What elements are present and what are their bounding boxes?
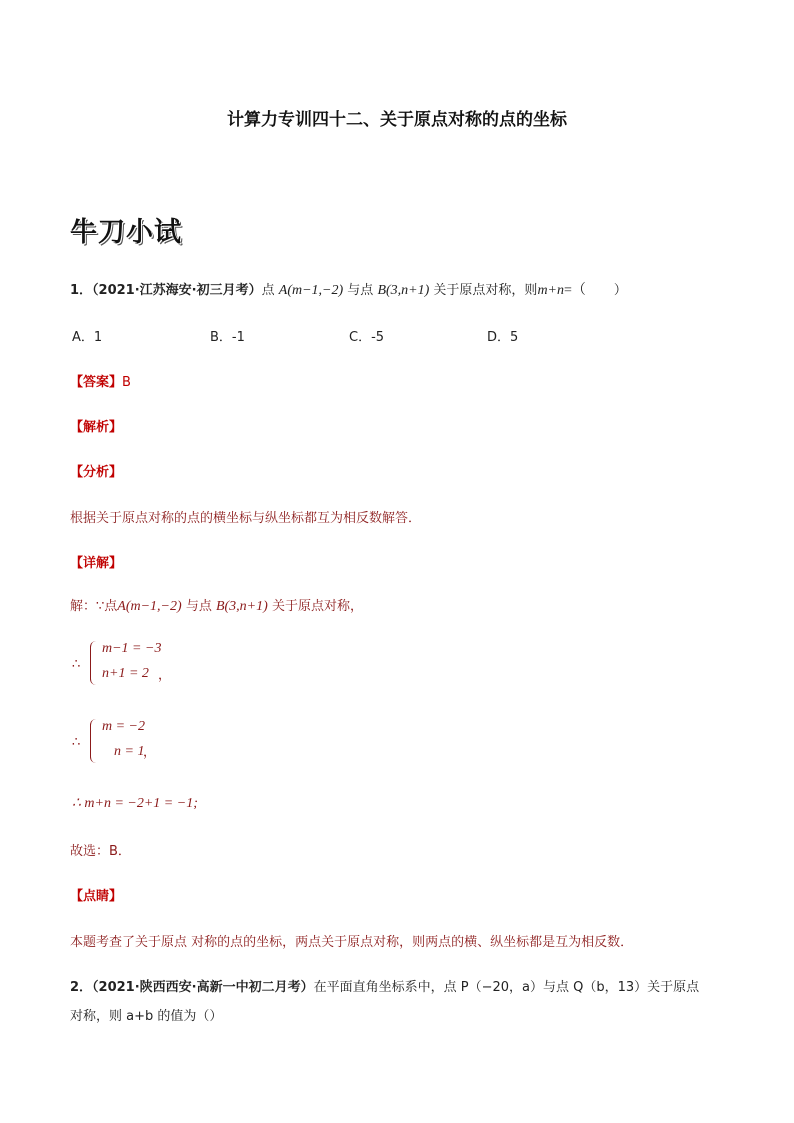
left-brace — [90, 719, 99, 763]
point-a: A(m−1,−2) — [117, 599, 182, 614]
question-2 — [70, 976, 699, 995]
question-text: 点 — [261, 283, 275, 298]
dianjing-label: 【点睛】 — [70, 889, 123, 904]
question-text: ） — [613, 283, 627, 298]
page-title: 计算力专训四十二、关于原点对称的点的坐标 — [227, 110, 567, 130]
therefore-symbol: ∴ — [72, 657, 81, 672]
question-source: （2021·陕西西安·高新一中初二月考） — [92, 980, 314, 995]
detail-label: 【详解】 — [70, 556, 123, 571]
point-a: A(m−1,−2) — [278, 283, 344, 298]
point-b: B(3,n+1) — [377, 283, 430, 298]
question-text: 与点 — [347, 283, 374, 298]
system-1-line-1: m−1 = −3 — [102, 641, 162, 656]
system-2-line-2: n = 1 — [114, 744, 145, 759]
answer-line — [70, 371, 131, 390]
detail-text: 与点 — [185, 599, 212, 614]
system-2-line-1: m = −2 — [102, 719, 146, 734]
option-a: A．1 — [72, 330, 103, 345]
question-source: （2021·江苏海安·初三月考） — [92, 283, 262, 298]
fenxi-label: 【分析】 — [70, 465, 123, 480]
question-text: 在平面直角坐标系中，点 P（−20，a）与点 Q（b，13）关于原点 — [313, 980, 700, 995]
expression: m+n — [537, 283, 564, 298]
choose-line: 故选：B． — [70, 844, 131, 859]
question-1 — [70, 279, 627, 299]
left-brace — [90, 641, 99, 685]
option-b: B．-1 — [210, 330, 245, 345]
answer-value: B — [122, 375, 131, 390]
option-d: D．5 — [487, 330, 519, 345]
system-1-line-2: n+1 = 2 — [102, 666, 149, 681]
detail-intro — [70, 595, 363, 615]
result-expression: ∴ m+n = −2+1 = −1; — [72, 796, 198, 811]
question-text: =（ — [564, 283, 586, 298]
question-text: 关于原点对称，则 — [433, 283, 538, 298]
dianjing-text: 本题考查了关于原点 对称的点的坐标，两点关于原点对称，则两点的横、纵坐标都是互为相反数． — [70, 935, 634, 950]
section-title: 牛刀小试 — [70, 217, 182, 248]
detail-text: 解：∵点 — [70, 599, 118, 614]
question-2-line-2: 对称，则 a+b 的值为（） — [70, 1009, 223, 1024]
therefore-symbol: ∴ — [72, 735, 81, 750]
analysis-label: 【解析】 — [70, 420, 123, 435]
point-b: B(3,n+1) — [215, 599, 268, 614]
option-c: C．-5 — [349, 330, 385, 345]
detail-text: 关于原点对称， — [271, 599, 363, 614]
fenxi-text: 根据关于原点对称的点的横坐标与纵坐标都互为相反数解答． — [70, 511, 422, 526]
question-number: 2． — [70, 980, 93, 995]
answer-label: 【答案】 — [70, 375, 123, 390]
comma: ， — [158, 668, 172, 683]
comma: ， — [143, 745, 157, 760]
question-number: 1． — [70, 283, 93, 298]
